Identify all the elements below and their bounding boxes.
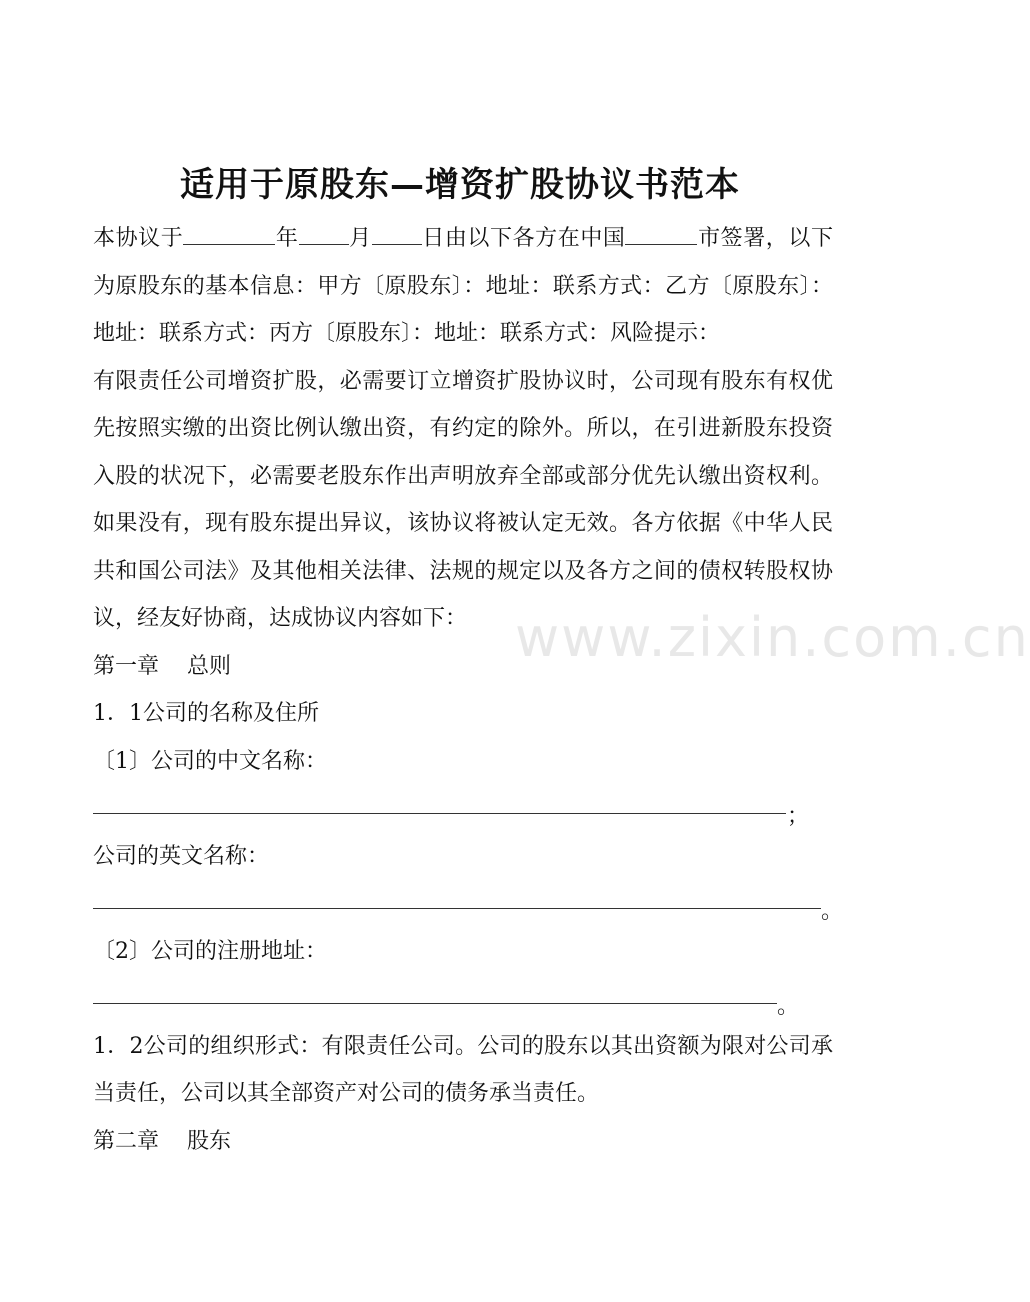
- chapter-1-number: 第一章: [93, 653, 160, 679]
- registered-address-blank: [93, 1003, 777, 1004]
- english-name-blank: [93, 908, 821, 909]
- chinese-name-end-mark: ；: [787, 804, 810, 829]
- intro-paragraph: [93, 214, 833, 358]
- english-name-label: 公司的英文名称：: [93, 843, 270, 869]
- chapter-1-heading: [93, 643, 833, 691]
- date-year-blank: [183, 214, 275, 245]
- registered-address-label: 〔2〕公司的注册地址：: [93, 938, 327, 964]
- chapter-2-heading: [93, 1118, 833, 1166]
- intro-text-1: 本协议于: [93, 226, 184, 251]
- intro-text-3: 月: [348, 226, 372, 251]
- date-month-blank: [299, 214, 349, 245]
- city-blank: [625, 214, 697, 245]
- registered-address-end-mark: 。: [777, 994, 800, 1019]
- watermark-text: www.zixin.com.cn: [515, 606, 1030, 669]
- chinese-name-blank: [93, 813, 786, 814]
- chapter-2-name: 股东: [187, 1128, 232, 1154]
- document-body: [93, 214, 844, 1165]
- document-title: 适用于原股东—增资扩股协议书范本: [180, 165, 740, 205]
- english-name-end-mark: 。: [821, 899, 844, 924]
- chinese-name-blank-row: [93, 785, 833, 833]
- intro-text-4: 日由以下各方在中国: [421, 226, 626, 251]
- section-1-1: 1．1公司的名称及住所: [93, 701, 319, 726]
- registered-address-blank-row: [93, 975, 833, 1023]
- risk-paragraph: 有限责任公司增资扩股，必需要订立增资扩股协议时，公司现有股东有权优先按照实缴的出资比例认缴出资，有约定的除外。所以，在引进新股东投资入股的状况下，必需要老股东作出声明放弃全部或部分优先认缴出资权利。如果没有，现有股东提出异议，该协议将被认定无效。各方依据《中华人民共和国公司法》及其他相关法律、法规的规定以及各方之间的债权转股权协议，经友好协商，达成协议内容如下：: [93, 368, 833, 631]
- section-1-2: 1．2公司的组织形式：有限责任公司。公司的股东以其出资额为限对公司承当责任，公司以其全部资产对公司的债务承当责任。: [93, 1033, 833, 1106]
- chinese-name-label: 〔1〕公司的中文名称：: [93, 748, 327, 774]
- chapter-1-name: 总则: [187, 653, 232, 679]
- intro-text-2: 年: [275, 226, 299, 251]
- intro-text-5: 市签署，以下为原股东的基本信息：甲方〔原股东〕：地址：联系方式：乙方〔原股东〕：地址：联系方式：丙方〔原股东〕：地址：联系方式：风险提示：: [93, 226, 833, 346]
- english-name-blank-row: [93, 880, 844, 928]
- chapter-2-number: 第二章: [93, 1128, 160, 1154]
- date-day-blank: [372, 214, 422, 245]
